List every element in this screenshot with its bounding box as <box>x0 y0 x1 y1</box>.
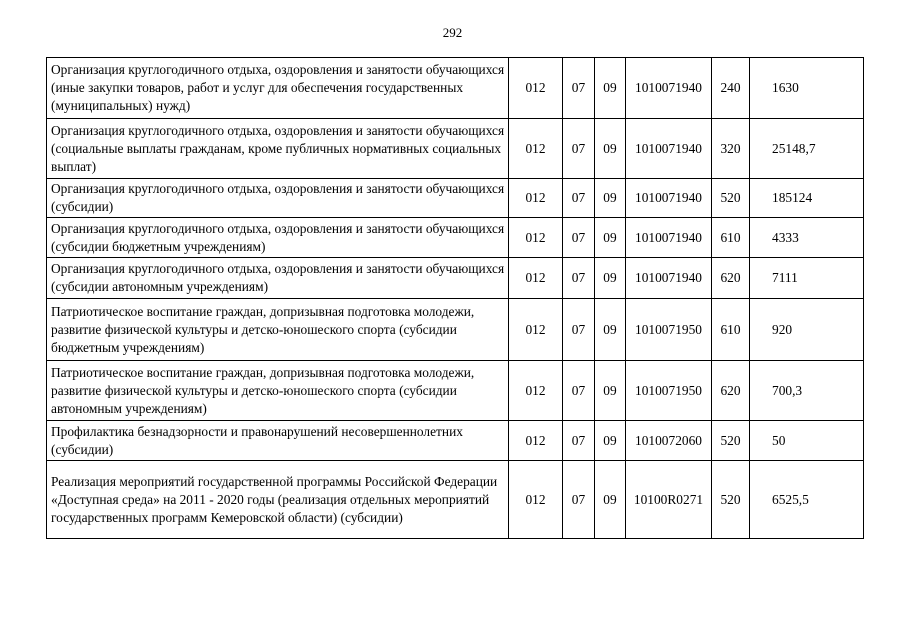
row-csr: 1010071940 <box>626 119 712 179</box>
row-rz: 07 <box>563 299 595 361</box>
row-rz: 07 <box>563 421 595 461</box>
row-csr: 1010071950 <box>626 361 712 421</box>
page-number: 292 <box>442 25 463 40</box>
row-ved: 012 <box>509 179 563 218</box>
row-csr: 1010071940 <box>626 179 712 218</box>
row-name: Профилактика безнадзорности и правонарушений несовершеннолетних (субсидии) <box>47 421 509 461</box>
row-ved: 012 <box>509 119 563 179</box>
budget-table <box>46 57 864 539</box>
table-row <box>47 218 864 258</box>
row-vr: 520 <box>712 179 750 218</box>
row-sum: 4333 <box>750 218 864 258</box>
row-vr: 520 <box>712 421 750 461</box>
row-vr: 320 <box>712 119 750 179</box>
row-vr: 520 <box>712 461 750 539</box>
row-rz: 07 <box>563 361 595 421</box>
row-sum: 700,3 <box>750 361 864 421</box>
row-rz: 07 <box>563 218 595 258</box>
row-rz: 07 <box>563 119 595 179</box>
row-csr: 1010072060 <box>626 421 712 461</box>
row-pr: 09 <box>595 58 626 119</box>
row-name: Организация круглогодичного отдыха, оздоровления и занятости обучающихся (субсидии бюджетным учреждениям) <box>47 218 509 258</box>
table-row <box>47 58 864 119</box>
row-pr: 09 <box>595 258 626 299</box>
row-csr: 1010071940 <box>626 218 712 258</box>
row-ved: 012 <box>509 299 563 361</box>
table-row <box>47 421 864 461</box>
row-name: Патриотическое воспитание граждан, допризывная подготовка молодежи, развитие физической культуры и детско-юношеского спорта (субсидии бюджетным учреждениям) <box>47 299 509 361</box>
row-csr: 1010071940 <box>626 58 712 119</box>
row-ved: 012 <box>509 58 563 119</box>
row-sum: 920 <box>750 299 864 361</box>
row-vr: 620 <box>712 361 750 421</box>
row-ved: 012 <box>509 461 563 539</box>
row-rz: 07 <box>563 461 595 539</box>
row-name: Организация круглогодичного отдыха, оздоровления и занятости обучающихся (социальные выплаты гражданам, кроме публичных нормативных социальных выплат) <box>47 119 509 179</box>
row-ved: 012 <box>509 258 563 299</box>
table-row <box>47 179 864 218</box>
row-ved: 012 <box>509 361 563 421</box>
row-pr: 09 <box>595 421 626 461</box>
row-pr: 09 <box>595 179 626 218</box>
row-csr: 1010071940 <box>626 258 712 299</box>
row-name: Организация круглогодичного отдыха, оздоровления и занятости обучающихся (иные закупки товаров, работ и услуг для обеспечения государственных (муниципальных) нужд) <box>47 58 509 119</box>
table-row <box>47 461 864 539</box>
row-sum: 185124 <box>750 179 864 218</box>
table-row <box>47 299 864 361</box>
row-name: Реализация мероприятий государственной программы Российской Федерации «Доступная среда» на 2011 - 2020 годы (реализация отдельных мероприятий государственных программ Кемеровской области) (субсидии) <box>47 461 509 539</box>
row-vr: 240 <box>712 58 750 119</box>
row-csr: 10100R0271 <box>626 461 712 539</box>
row-rz: 07 <box>563 58 595 119</box>
row-pr: 09 <box>595 461 626 539</box>
row-csr: 1010071950 <box>626 299 712 361</box>
table-row <box>47 361 864 421</box>
table-row <box>47 119 864 179</box>
row-sum: 1630 <box>750 58 864 119</box>
row-pr: 09 <box>595 361 626 421</box>
row-ved: 012 <box>509 218 563 258</box>
row-sum: 25148,7 <box>750 119 864 179</box>
row-name: Патриотическое воспитание граждан, допризывная подготовка молодежи, развитие физической культуры и детско-юношеского спорта (субсидии автономным учреждениям) <box>47 361 509 421</box>
table-row <box>47 258 864 299</box>
row-pr: 09 <box>595 218 626 258</box>
row-sum: 7111 <box>750 258 864 299</box>
row-sum: 6525,5 <box>750 461 864 539</box>
row-pr: 09 <box>595 299 626 361</box>
row-vr: 610 <box>712 218 750 258</box>
row-vr: 610 <box>712 299 750 361</box>
row-sum: 50 <box>750 421 864 461</box>
row-name: Организация круглогодичного отдыха, оздоровления и занятости обучающихся (субсидии автономным учреждениям) <box>47 258 509 299</box>
row-ved: 012 <box>509 421 563 461</box>
row-pr: 09 <box>595 119 626 179</box>
row-name: Организация круглогодичного отдыха, оздоровления и занятости обучающихся (субсидии) <box>47 179 509 218</box>
row-rz: 07 <box>563 258 595 299</box>
row-rz: 07 <box>563 179 595 218</box>
row-vr: 620 <box>712 258 750 299</box>
